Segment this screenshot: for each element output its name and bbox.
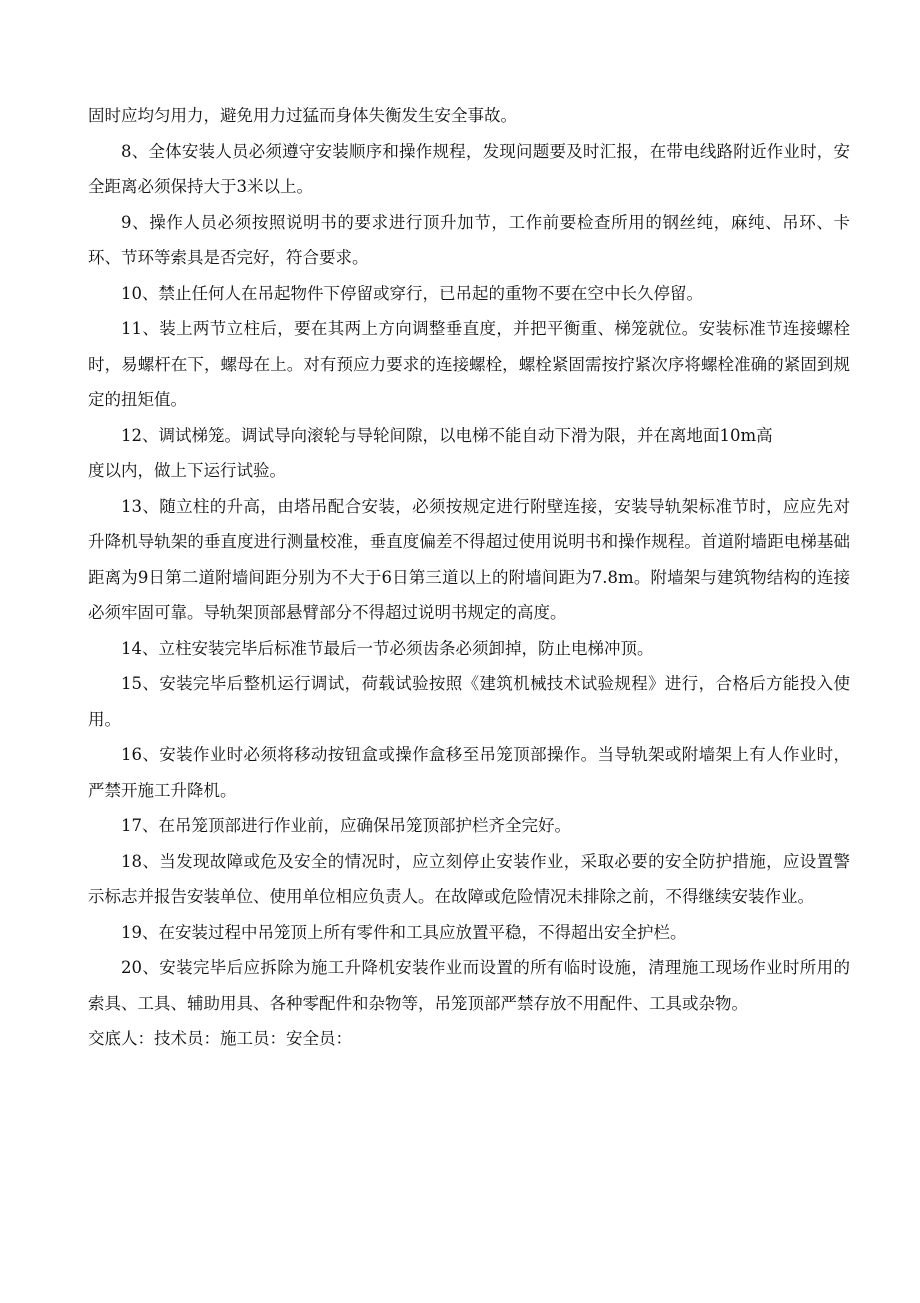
continuation-paragraph: 固时应均匀用力，避免用力过猛而身体失衡发生安全事故。: [88, 106, 517, 125]
item-15: 15、安装完毕后整机运行调试，荷载试验按照《建筑机械技术试验规程》进行，合格后方能投入使用。: [88, 674, 850, 729]
item-11: 11、装上两节立柱后，要在其两上方向调整垂直度，并把平衡重、梯笼就位。安装标准节连接螺栓时，易螺杆在下，螺母在上。对有预应力要求的连接螺栓，螺栓紧固需按拧紧次序将螺栓准确的紧固到规定的扭矩值。: [88, 319, 850, 409]
item-13: 13、随立柱的升高，由塔吊配合安装，必须按规定进行附壁连接，安装导轨架标准节时，应应先对升降机导轨架的垂直度进行测量校准，垂直度偏差不得超过使用说明书和操作规程。首道附墙距电梯基础距离为9日第二道附墙间距分别为不大于6日第三道以上的附墙间距为7.8m。附墙架与建筑物结构的连接必须牢固可靠。导轨架顶部悬臂部分不得超过说明书规定的高度。: [88, 496, 850, 622]
signature-line: 交底人：技术员：施工员：安全员：: [88, 1029, 352, 1048]
document-body: [88, 98, 850, 1057]
item-16: 16、安装作业时必须将移动按钮盒或操作盒移至吊笼顶部操作。当导轨架或附墙架上有人作业时，严禁开施工升降机。: [88, 745, 850, 800]
item-14: 14、立柱安装完毕后标准节最后一节必须齿条必须卸掉，防止电梯冲顶。: [121, 638, 654, 658]
item-12: 12、调试梯笼。调试导向滚轮与导轮间隙，以电梯不能自动下滑为限，并在离地面10m高: [121, 425, 773, 445]
item-17: 17、在吊笼顶部进行作业前，应确保吊笼顶部护栏齐全完好。: [121, 816, 571, 835]
item-8: 8、全体安装人员必须遵守安装顺序和操作规程，发现问题要及时汇报，在带电线路附近作业时，安全距离必须保持大于3米以上。: [88, 141, 850, 196]
item-10: 10、禁止任何人在吊起物件下停留或穿行，已吊起的重物不要在空中长久停留。: [121, 283, 703, 303]
item-12-continued: 度以内，做上下运行试验。: [88, 461, 286, 480]
item-19: 19、在安装过程中吊笼顶上所有零件和工具应放置平稳，不得超出安全护栏。: [121, 922, 687, 942]
item-20: 20、安装完毕后应拆除为施工升降机安装作业而设置的所有临时设施，清理施工现场作业时所用的索具、工具、辅助用具、各种零配件和杂物等，吊笼顶部严禁存放不用配件、工具或杂物。: [88, 958, 850, 1013]
item-18: 18、当发现故障或危及安全的情况时，应立刻停止安装作业，采取必要的安全防护措施，应设置警示标志并报告安装单位、使用单位相应负责人。在故障或危险情况未排除之前，不得继续安装作业。: [88, 851, 850, 906]
item-9: 9、操作人员必须按照说明书的要求进行顶升加节，工作前要检查所用的钢丝纯，麻纯、吊环、卡环、节环等索具是否完好，符合要求。: [88, 212, 850, 267]
